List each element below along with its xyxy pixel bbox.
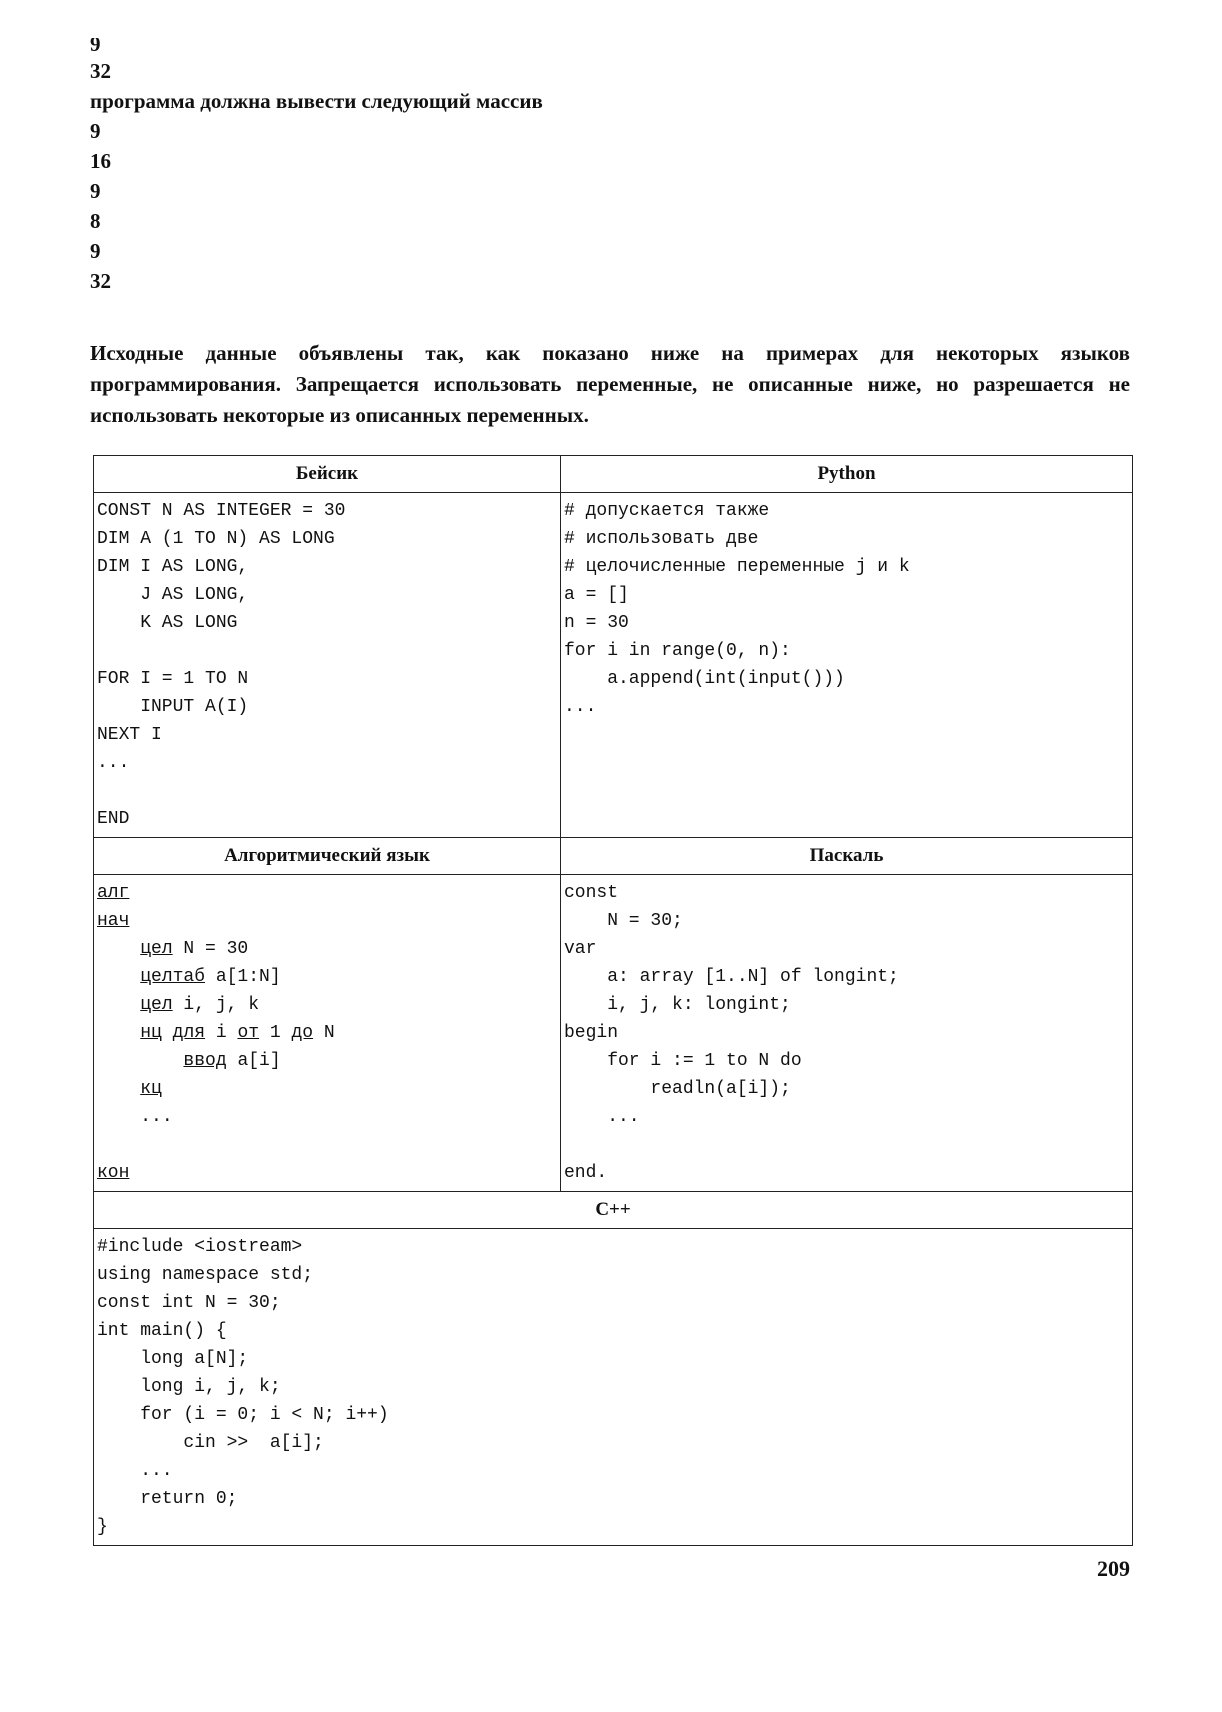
code-text: ... — [140, 1107, 173, 1127]
basic-code — [94, 493, 560, 837]
keyword: ввод — [183, 1051, 227, 1071]
algo-header: Алгоритмический язык — [94, 838, 561, 875]
code-line: FOR I = 1 TO N — [97, 669, 249, 689]
cpp-code — [94, 1229, 1132, 1545]
output-value: 32 — [90, 269, 111, 293]
code-line: # использовать две — [564, 529, 759, 549]
code-text: N — [313, 1023, 335, 1043]
code-line: DIM A (1 TO N) AS LONG — [97, 529, 335, 549]
output-value: 9 — [90, 179, 101, 203]
code-line — [97, 1075, 560, 1103]
pascal-code — [561, 875, 1132, 1191]
code-line: long a[N]; — [97, 1349, 249, 1369]
code-line — [97, 777, 560, 805]
code-line: N = 30; — [564, 911, 683, 931]
code-line: var — [564, 939, 597, 959]
code-line: INPUT A(I) — [97, 697, 249, 717]
algo-code — [94, 875, 560, 1191]
keyword: для — [172, 1023, 206, 1043]
code-line: for (i = 0; i < N; i++) — [97, 1405, 389, 1425]
code-text: a[1:N] — [205, 967, 281, 987]
code-line: END — [97, 809, 130, 829]
truncated-number: 9 — [90, 38, 101, 56]
code-line: using namespace std; — [97, 1265, 314, 1285]
code-line — [97, 1103, 560, 1131]
keyword: цел — [140, 995, 173, 1015]
top-text-block — [90, 38, 1130, 296]
page-number: 209 — [1097, 1556, 1130, 1581]
keyword: до — [291, 1023, 314, 1043]
code-line — [97, 935, 560, 963]
code-line — [97, 1131, 560, 1159]
code-line: NEXT I — [97, 725, 162, 745]
output-value: 8 — [90, 209, 101, 233]
code-line: return 0; — [97, 1489, 238, 1509]
code-line: K AS LONG — [97, 613, 238, 633]
output-value: 16 — [90, 149, 111, 173]
pascal-code-cell — [561, 875, 1133, 1192]
code-line: end. — [564, 1163, 608, 1183]
pascal-header: Паскаль — [561, 838, 1133, 875]
code-line: ... — [564, 1107, 640, 1127]
code-line: DIM I AS LONG, — [97, 557, 249, 577]
code-line: n = 30 — [564, 613, 629, 633]
input-value: 32 — [90, 59, 111, 83]
code-line: a = [] — [564, 585, 629, 605]
code-line: ... — [97, 753, 130, 773]
code-line: i, j, k: longint; — [564, 995, 791, 1015]
code-line: ... — [564, 697, 597, 717]
basic-code-cell — [94, 493, 561, 838]
code-line: CONST N AS INTEGER = 30 — [97, 501, 346, 521]
code-line: a.append(int(input())) — [564, 669, 845, 689]
output-value: 9 — [90, 239, 101, 263]
code-line: for i := 1 to N do — [564, 1051, 802, 1071]
code-line: J AS LONG, — [97, 585, 249, 605]
python-header: Python — [561, 456, 1133, 493]
code-text: N = 30 — [172, 939, 249, 959]
code-line: const — [564, 883, 619, 903]
output-sentence: программа должна вывести следующий массив — [90, 89, 543, 113]
code-text: i, j, k — [172, 995, 260, 1015]
cpp-code-cell — [94, 1229, 1133, 1546]
code-line — [97, 963, 560, 991]
code-line: } — [97, 1517, 108, 1537]
algo-code-cell — [94, 875, 561, 1192]
code-line — [97, 991, 560, 1019]
keyword: целтаб — [140, 967, 206, 987]
keyword: от — [237, 1023, 260, 1043]
code-line: begin — [564, 1023, 619, 1043]
code-text: i — [205, 1023, 238, 1043]
keyword: цел — [140, 939, 173, 959]
keyword: кц — [140, 1079, 162, 1099]
keyword: нц — [140, 1023, 162, 1043]
code-line — [97, 637, 560, 665]
python-code-cell — [561, 493, 1133, 838]
intro-paragraph: Исходные данные объявлены так, как показано ниже на примерах для некоторых языков программирования. Запрещается использовать переменные, не описанные ниже, но разрешается не использовать некоторые из описанных переменных. — [90, 341, 1130, 427]
code-line: for i in range(0, n): — [564, 641, 791, 661]
keyword: алг — [97, 883, 130, 903]
code-line — [97, 1047, 560, 1075]
code-line: int main() { — [97, 1321, 227, 1341]
output-value: 9 — [90, 119, 101, 143]
keyword: нач — [97, 911, 130, 931]
code-line — [564, 1131, 1132, 1159]
code-line: cin >> a[i]; — [97, 1433, 324, 1453]
basic-header: Бейсик — [94, 456, 561, 493]
code-line — [97, 1159, 560, 1187]
python-code — [561, 493, 1132, 725]
code-line — [97, 1019, 560, 1047]
code-line: a: array [1..N] of longint; — [564, 967, 899, 987]
code-line: const int N = 30; — [97, 1293, 281, 1313]
code-line — [97, 907, 560, 935]
code-line: #include <iostream> — [97, 1237, 303, 1257]
keyword: кон — [97, 1163, 130, 1183]
cpp-header: C++ — [94, 1192, 1133, 1229]
code-line: # допускается также — [564, 501, 770, 521]
code-text: 1 — [259, 1023, 292, 1043]
code-line — [97, 879, 560, 907]
code-examples-table — [93, 455, 1133, 1546]
code-line: long i, j, k; — [97, 1377, 281, 1397]
code-text: a[i] — [226, 1051, 281, 1071]
code-line: # целочисленные переменные j и k — [564, 557, 910, 577]
code-line: ... — [97, 1461, 173, 1481]
code-line: readln(a[i]); — [564, 1079, 791, 1099]
